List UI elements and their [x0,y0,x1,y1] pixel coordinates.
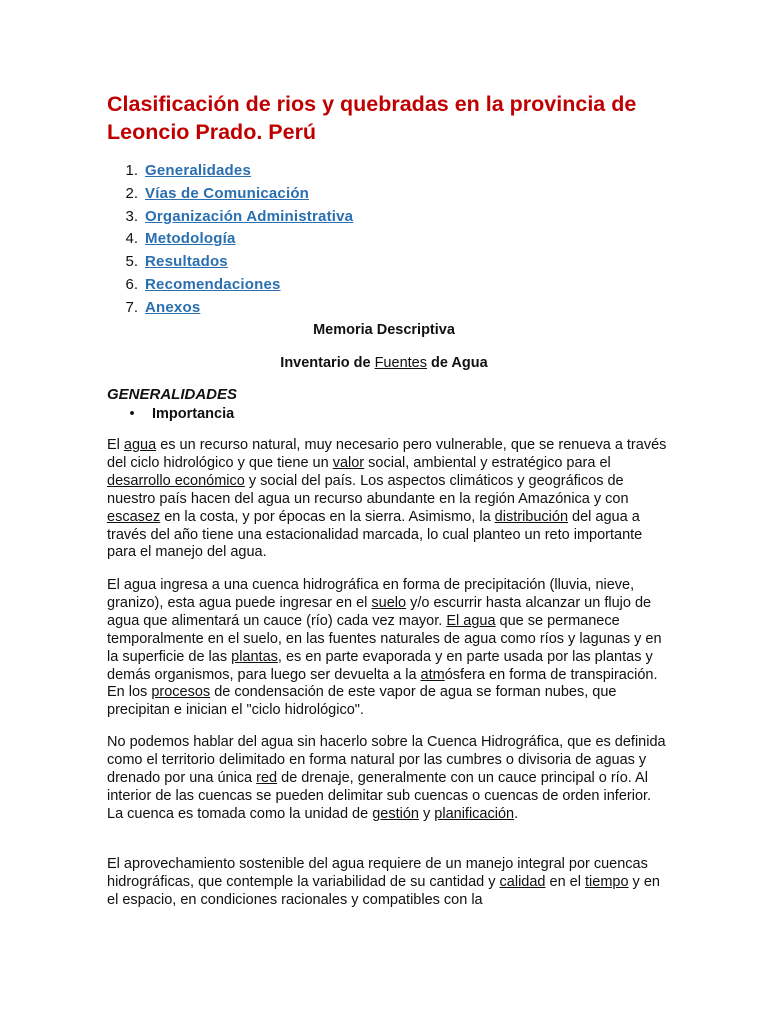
toc-link-anexos[interactable]: Anexos [145,298,201,316]
link-distribucion[interactable]: distribución [494,508,569,525]
inventario-heading [107,353,661,373]
paragraph-text: y/o escurrir hasta alcanzar un flujo de agua que alimentará un cauce (río) cada vez mayor. [107,594,652,629]
paragraph-text: social, ambiental y estratégico para el [364,454,611,471]
paragraph-text: y social del país. Los aspectos climáticos y geográficos de nuestro país hacen del agua un recurso abundante en la región Amazónica y con [107,472,629,507]
paragraph-text: El [107,437,124,453]
paragraph-aprovechamiento [107,856,667,910]
paragraph-text: No podemos hablar del agua sin hacerlo sobre la Cuenca Hidrográfica, que es definida como el territorio delimitado en forma natural por las cumbres o divisoria de aguas y drenado por una única [107,734,666,786]
link-valor[interactable]: valor [332,454,365,471]
toc-link-recomendaciones[interactable]: Recomendaciones [145,275,281,293]
paragraph-text: y [418,805,435,822]
document-title: Clasificación de rios y quebradas en la provincia de Leoncio Prado. Perú [107,92,637,144]
paragraph-text: es un recurso natural, muy necesario pero vulnerable, que se renueva a través del ciclo hidrológico y que tiene un [107,437,667,471]
link-tiempo[interactable]: tiempo [585,873,629,890]
link-plantas[interactable]: plantas [231,648,278,665]
toc-item-anexos [107,297,353,320]
link-el-agua[interactable]: El agua [446,612,496,629]
bullet-item-importancia [107,404,234,424]
paragraph-text: , es en parte evaporada y en parte usada por las plantas y demás organismos, para luego ser devuelta a la [107,648,653,683]
link-planificacion[interactable]: planificación [434,805,515,822]
link-red[interactable]: red [256,769,278,786]
link-calidad[interactable]: calidad [499,873,546,890]
link-escasez[interactable]: escasez [107,508,161,525]
link-desarrollo-economico[interactable]: desarrollo económico [107,472,245,489]
paragraph-text: de condensación de este vapor de agua se forman nubes, que precipitan e inician el "ciclo hidrológico". [107,684,617,719]
toc-link-metodologia[interactable]: Metodología [145,230,236,248]
toc-item-recomendaciones [107,274,353,297]
toc-item-organizacion-administrativa [107,206,353,229]
inventario-text-after: de Agua [426,355,488,371]
paragraph-cuenca-hidrografica [107,734,667,824]
paragraph-text: del agua a través del año tiene una estacionalidad marcada, lo cual planteo un reto importante para el manejo del agua. [107,508,643,561]
paragraph-text: El agua ingresa a una cuenca hidrográfica en forma de precipitación (lluvia, nieve, granizo), esta agua puede ingresar en el [107,577,635,611]
paragraph-text: que se permanece temporalmente en el suelo, en las fuentes naturales de agua como ríos y lagunas y en la superficie de las [107,612,662,665]
paragraph-text: y en el espacio, en condiciones racionales y compatibles con la [107,873,660,908]
toc-item-generalidades [107,160,353,183]
toc-number: 5. [125,253,138,271]
fuentes-link[interactable]: Fuentes [374,355,427,371]
toc-number: 3. [125,207,138,225]
toc-item-resultados [107,251,353,274]
link-suelo[interactable]: suelo [371,594,407,611]
paragraph-text: El aprovechamiento sostenible del agua requiere de un manejo integral por cuencas hidrográficas, que contemple la variabilidad de su cantidad y [107,856,648,890]
link-procesos[interactable]: procesos [151,684,211,701]
toc-item-vias-de-comunicacion [107,183,353,206]
section-heading-generalidades: GENERALIDADES [107,386,238,403]
paragraph-agua-recurso [107,437,667,562]
paragraph-text: ósfera en forma de transpiración. En los [107,666,658,701]
link-atmosfera[interactable]: atm [420,666,445,683]
toc-link-organizacion-administrativa[interactable]: Organización Administrativa [145,207,354,225]
toc-number: 1. [125,162,138,179]
toc-number: 2. [125,184,138,202]
table-of-contents [107,160,353,320]
toc-number: 7. [125,298,138,316]
toc-link-generalidades[interactable]: Generalidades [145,162,251,179]
toc-link-resultados[interactable]: Resultados [145,253,228,271]
memoria-heading: Memoria Descriptiva [313,322,455,338]
bullet-dot-icon: • [129,406,135,422]
bullet-label: Importancia [152,406,235,422]
toc-item-metodologia [107,228,353,251]
link-agua[interactable]: agua [123,437,157,453]
paragraph-text: en la costa, y por épocas en la sierra. Asimismo, la [160,508,495,525]
paragraph-ciclo-hidrologico [107,577,667,720]
link-gestion[interactable]: gestión [372,805,419,822]
paragraph-text: . [514,805,519,822]
paragraph-text: en el [545,873,585,890]
toc-number: 4. [125,230,138,248]
toc-number: 6. [125,275,138,293]
toc-link-vias-de-comunicacion[interactable]: Vías de Comunicación [145,184,310,202]
paragraph-text: de drenaje, generalmente con un cauce principal o río. Al interior de las cuencas se pueden delimitar sub cuencas o cuencas de orden inferior. La cuenca es tomada como la unidad de [107,769,652,822]
inventario-text-before: Inventario de [280,355,375,371]
